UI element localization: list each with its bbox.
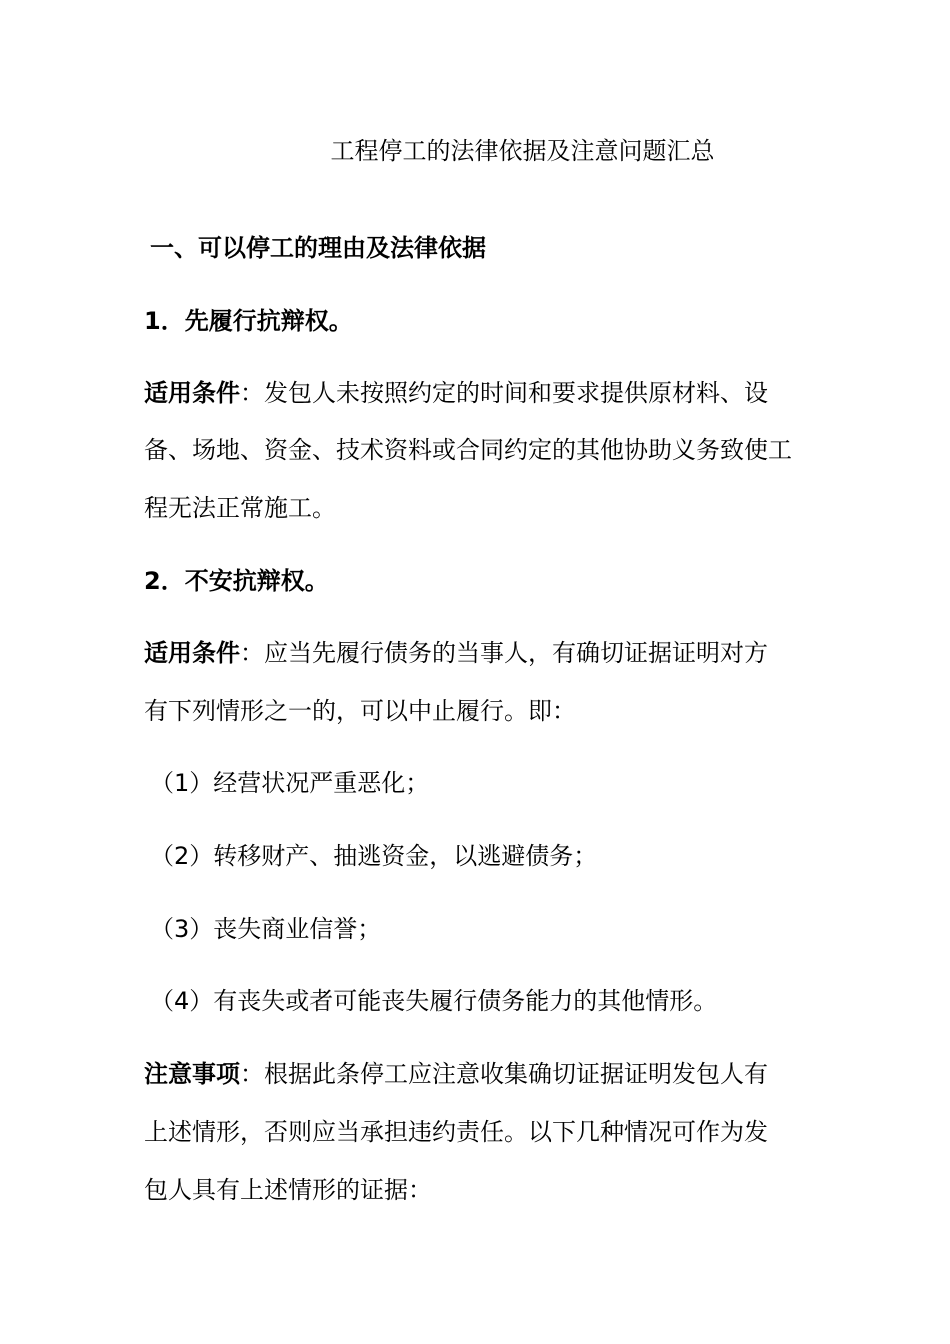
condition-2: （2）转移财产、抽逃资金，以逃避债务； [150,842,598,870]
item1-paragraph-line-1 [144,375,768,411]
item1-label: 适用条件 [144,379,240,407]
note-text-3: 包人具有上述情形的证据： [144,1176,432,1204]
item2-text-1: ：应当先履行债务的当事人，有确切证据证明对方 [240,639,768,667]
note-text-2: 上述情形，否则应当承担违约责任。以下几种情况可作为发 [144,1118,768,1146]
item1-text-1: ：发包人未按照约定的时间和要求提供原材料、设 [240,379,768,407]
item2-heading: 2．不安抗辩权。 [144,567,329,595]
document-title: 工程停工的法律依据及注意问题汇总 [330,137,715,165]
item1-heading: 1．先履行抗辩权。 [144,307,353,335]
condition-4: （4）有丧失或者可能丧失履行债务能力的其他情形。 [150,987,718,1015]
item2-paragraph-line-1 [144,635,768,671]
item2-label: 适用条件 [144,639,240,667]
note-text-1: ：根据此条停工应注意收集确切证据证明发包人有 [240,1060,768,1088]
condition-3: （3）丧失商业信誉； [150,915,382,943]
condition-1: （1）经营状况严重恶化； [150,769,430,797]
note-paragraph-line-1 [144,1056,768,1092]
item1-text-3: 程无法正常施工。 [144,494,336,522]
note-label: 注意事项 [144,1060,240,1088]
item2-text-2: 有下列情形之一的，可以中止履行。即： [144,697,576,725]
section-heading: 一、可以停工的理由及法律依据 [150,234,486,262]
item1-text-2: 备、场地、资金、技术资料或合同约定的其他协助义务致使工 [144,436,792,464]
